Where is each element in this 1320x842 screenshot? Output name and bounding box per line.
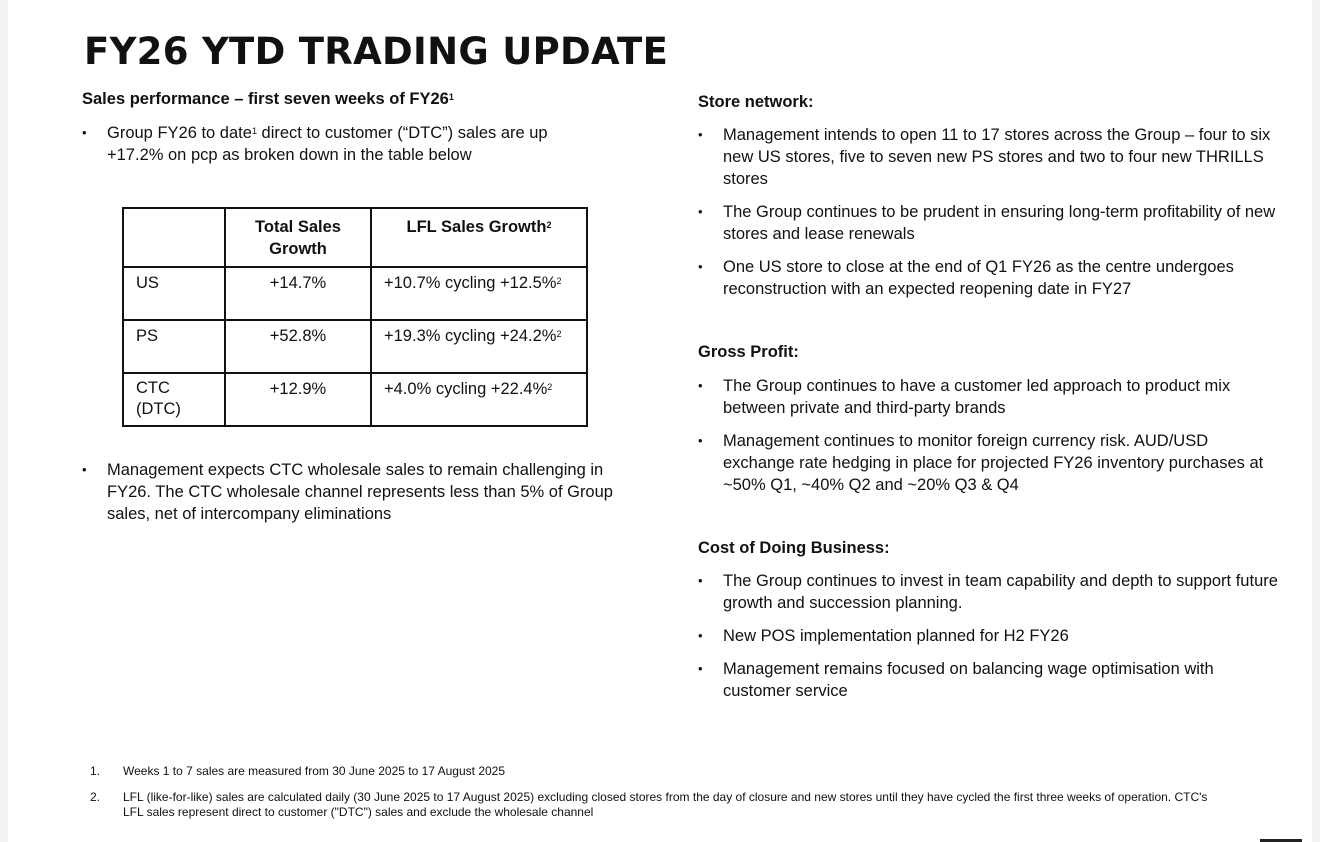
gross-profit-heading: Gross Profit: [698, 343, 799, 361]
list-item: • Management intends to open 11 to 17 stores across the Group – four to six new US stores, five to seven new PS stores and two to four new THRILLS stores [698, 124, 1278, 190]
table-cell-lfl: +19.3% cycling +24.2%$^2$ [371, 320, 587, 373]
sales-performance-heading: Sales performance – first seven weeks of $FY26^1$ [82, 90, 454, 108]
sales-bullet-list [82, 122, 562, 177]
footnotes [90, 764, 1210, 831]
table-header-empty [123, 208, 225, 267]
document-page [8, 0, 1312, 842]
list-item: • Group FY26 to date$^1$ direct to customer (“DTC”) sales are up +17.2% on pcp as broken down in the table below [82, 122, 562, 166]
table-header-lfl: LFL Sales Growth$^2$ [371, 208, 587, 267]
list-item: • One US store to close at the end of Q1 FY26 as the centre undergoes reconstruction with an expected reopening date in FY27 [698, 256, 1278, 300]
table-cell-total: +52.8% [225, 320, 371, 373]
gross-profit-list [698, 375, 1278, 507]
table-cell-total: +12.9% [225, 373, 371, 426]
list-item: • Management remains focused on balancing wage optimisation with customer service [698, 658, 1278, 702]
list-item: • Management expects CTC wholesale sales to remain challenging in FY26. The CTC wholesale channel represents less than 5% of Group sales, net of intercompany eliminations [82, 459, 642, 525]
footnote-2: 2. LFL (like-for-like) sales are calculated daily (30 June 2025 to 17 August 2025) excluding closed stores from the day of closure and new stores until they have cycled the first three weeks of operation. CTC's LFL sales represent direct to customer ("DTC") sales and exclude the wholesale channel [90, 790, 1208, 819]
table-cell-lfl: +10.7% cycling +12.5%$^2$ [371, 267, 587, 320]
sales-growth-table [122, 207, 588, 427]
table-header-row [123, 208, 587, 267]
list-item: • New POS implementation planned for H2 FY26 [698, 625, 1278, 647]
list-item: • Management continues to monitor foreign currency risk. AUD/USD exchange rate hedging in place for projected FY26 inventory purchases at ~50% Q1, ~40% Q2 and ~20% Q3 & Q4 [698, 430, 1278, 496]
table-cell-total: +14.7% [225, 267, 371, 320]
table-row [123, 320, 587, 373]
store-network-heading: Store network: [698, 93, 814, 111]
wholesale-bullet-list [82, 459, 642, 536]
list-item: • The Group continues to invest in team capability and depth to support future growth and succession planning. [698, 570, 1278, 614]
store-network-list [698, 124, 1278, 311]
table-row [123, 267, 587, 320]
list-item: • The Group continues to have a customer led approach to product mix between private and third-party brands [698, 375, 1278, 419]
table-cell-lfl: +4.0% cycling +22.4%$^2$ [371, 373, 587, 426]
list-item: • The Group continues to be prudent in ensuring long-term profitability of new stores and lease renewals [698, 201, 1278, 245]
table-header-total: Total Sales Growth [225, 208, 371, 267]
table-row [123, 373, 587, 426]
page-title: FY26 YTD TRADING UPDATE [84, 30, 669, 73]
table-cell-label: PS [123, 320, 225, 373]
table-cell-label: US [123, 267, 225, 320]
footnote-1: 1. Weeks 1 to 7 sales are measured from 30 June 2025 to 17 August 2025 [90, 764, 506, 778]
table-cell-label: CTC (DTC) [123, 373, 225, 426]
codb-list [698, 570, 1278, 713]
codb-heading: Cost of Doing Business: [698, 539, 890, 557]
